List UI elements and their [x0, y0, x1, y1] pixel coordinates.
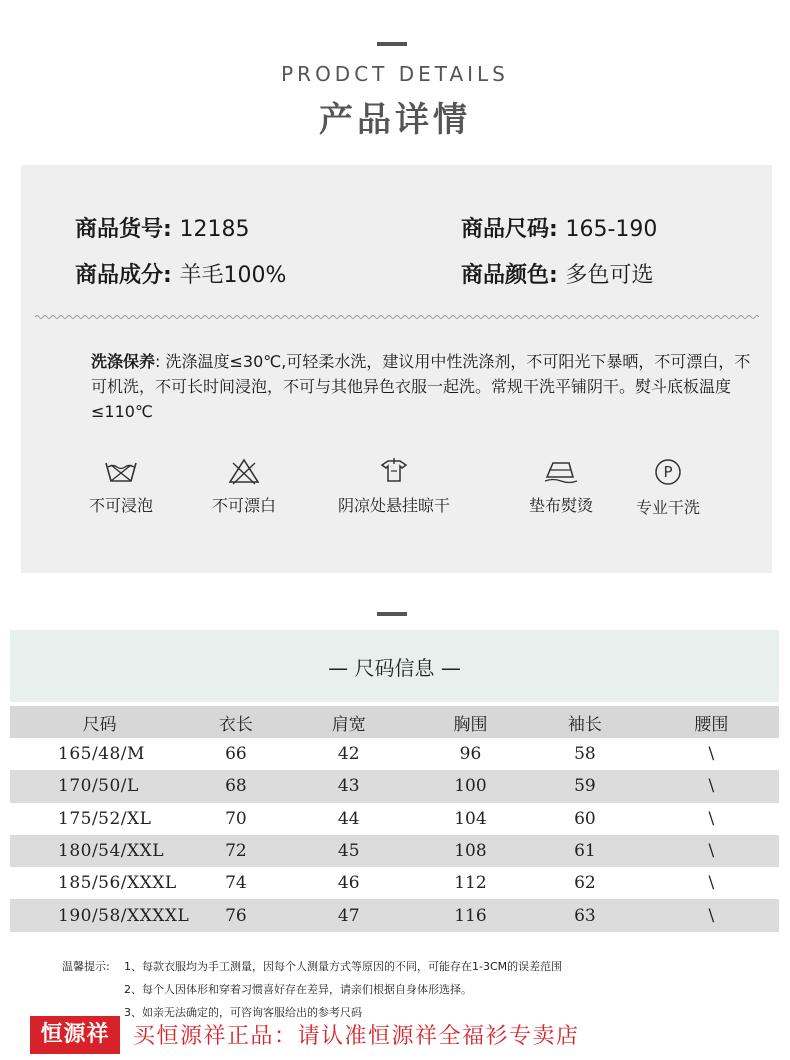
- table-cell: 68: [189, 770, 282, 802]
- product-size-label: 商品尺码:: [461, 217, 558, 242]
- no-bleach-icon: [228, 457, 260, 485]
- table-row: [10, 770, 779, 802]
- care-instructions: [91, 349, 751, 424]
- table-cell: 47: [283, 899, 415, 931]
- english-title: PRODCT DETAILS: [281, 62, 509, 86]
- item-number-label: 商品货号:: [75, 217, 172, 242]
- size-table-header: [10, 706, 779, 738]
- care-symbol-dry-clean: [588, 457, 748, 518]
- table-row: [10, 803, 779, 835]
- product-size: [461, 212, 657, 243]
- table-cell: \: [708, 873, 715, 894]
- no-soak-icon: [103, 457, 139, 485]
- product-material-value: 羊毛100%: [179, 263, 287, 288]
- table-cell: 96: [459, 744, 482, 765]
- svg-text:P: P: [663, 463, 673, 481]
- product-material-label: 商品成分:: [75, 263, 172, 288]
- tip-item: 2、每个人因体形和穿着习惯喜好存在差异，请亲们根据自身体形选择。: [124, 983, 472, 996]
- table-cell: \: [644, 899, 779, 931]
- hang-dry-shade-icon: [378, 457, 410, 485]
- tip-item: 1、每款衣服均为手工测量，因每个人测量方式等原因的不同，可能存在1-3CM的误差范围: [124, 960, 563, 973]
- iron-with-cloth-icon: [543, 457, 579, 485]
- table-cell: 76: [189, 899, 282, 931]
- table-cell: 165/48/M: [58, 744, 145, 765]
- table-cell: 58: [574, 744, 596, 765]
- table-cell: \: [644, 770, 779, 802]
- care-symbol-hang-dry: [314, 457, 474, 516]
- column-header: 尺码: [10, 706, 189, 738]
- tip-item: 3、如亲无法确定的，可咨询客服给出的参考尺码: [124, 1006, 362, 1019]
- measurement-tips: [62, 955, 562, 1024]
- care-label: 洗涤保养: [91, 352, 156, 371]
- column-header: 胸围: [415, 706, 526, 738]
- item-number-value: 12185: [179, 217, 250, 242]
- table-cell: 63: [526, 899, 644, 931]
- table-cell: 190/58/XXXXL: [10, 899, 189, 931]
- table-cell: 180/54/XXL: [10, 835, 189, 867]
- care-symbol-label: 阴凉处悬挂晾干: [337, 496, 450, 515]
- product-material: [75, 258, 286, 289]
- table-cell: 108: [415, 835, 526, 867]
- tips-lead: 温馨提示:: [62, 960, 110, 973]
- table-cell: 60: [574, 808, 596, 829]
- product-color-value: 多色可选: [565, 263, 654, 288]
- column-header: 腰围: [644, 706, 779, 738]
- product-color-label: 商品颜色:: [461, 263, 558, 288]
- item-number: [75, 212, 249, 243]
- care-text: : 洗涤温度≤30℃,可轻柔水洗，建议用中性洗涤剂，不可阳光下暴晒，不可漂白，不可机洗，不可长时间浸泡，不可与其他异色衣服一起洗。常规干洗平铺阴干。熨斗底板温度≤110℃: [91, 352, 751, 421]
- professional-dry-clean-icon: [653, 457, 683, 487]
- page-title: 产品详情: [319, 100, 471, 140]
- table-row: [10, 738, 779, 770]
- product-size-value: 165-190: [565, 217, 658, 242]
- table-cell: 66: [225, 744, 247, 765]
- wavy-divider: [35, 314, 760, 320]
- brand-logo: 恒源祥: [30, 1016, 120, 1054]
- table-cell: 59: [526, 770, 644, 802]
- table-cell: 100: [415, 770, 526, 802]
- table-row: [10, 899, 779, 931]
- care-symbol-label: 专业干洗: [635, 498, 700, 517]
- table-cell: 70: [225, 808, 247, 829]
- table-cell: 74: [225, 873, 247, 894]
- table-cell: 72: [189, 835, 282, 867]
- table-cell: 42: [337, 744, 360, 765]
- table-row: [10, 867, 779, 899]
- size-section-title: — 尺码信息 —: [328, 656, 461, 680]
- care-symbol-no-bleach: [164, 457, 324, 516]
- brand-tagline: 买恒源祥正品：请认准恒源祥全福衫专卖店: [133, 1024, 580, 1049]
- table-cell: 112: [454, 873, 487, 894]
- column-header: 袖长: [526, 706, 644, 738]
- size-table: [10, 706, 779, 932]
- table-cell: 104: [454, 808, 487, 829]
- table-cell: 44: [337, 808, 360, 829]
- table-cell: 62: [574, 873, 596, 894]
- table-cell: 175/52/XL: [58, 808, 152, 829]
- care-symbol-label: 垫布熨烫: [528, 496, 593, 515]
- table-cell: 46: [337, 873, 360, 894]
- care-symbol-label: 不可漂白: [211, 496, 276, 515]
- table-cell: 116: [415, 899, 526, 931]
- product-info-panel: [21, 165, 772, 573]
- table-cell: 43: [283, 770, 415, 802]
- column-header: 衣长: [189, 706, 282, 738]
- column-header: 肩宽: [283, 706, 415, 738]
- table-cell: 170/50/L: [10, 770, 189, 802]
- size-section-header: [10, 630, 779, 702]
- table-cell: \: [708, 744, 715, 765]
- product-color: [461, 258, 654, 289]
- table-cell: 185/56/XXXL: [58, 873, 177, 894]
- table-cell: \: [708, 808, 715, 829]
- table-cell: 45: [283, 835, 415, 867]
- header-dash: [377, 42, 407, 46]
- table-cell: 61: [526, 835, 644, 867]
- table-row: [10, 835, 779, 867]
- size-section-dash: [377, 612, 407, 616]
- table-cell: \: [644, 835, 779, 867]
- care-symbol-label: 不可浸泡: [88, 496, 153, 515]
